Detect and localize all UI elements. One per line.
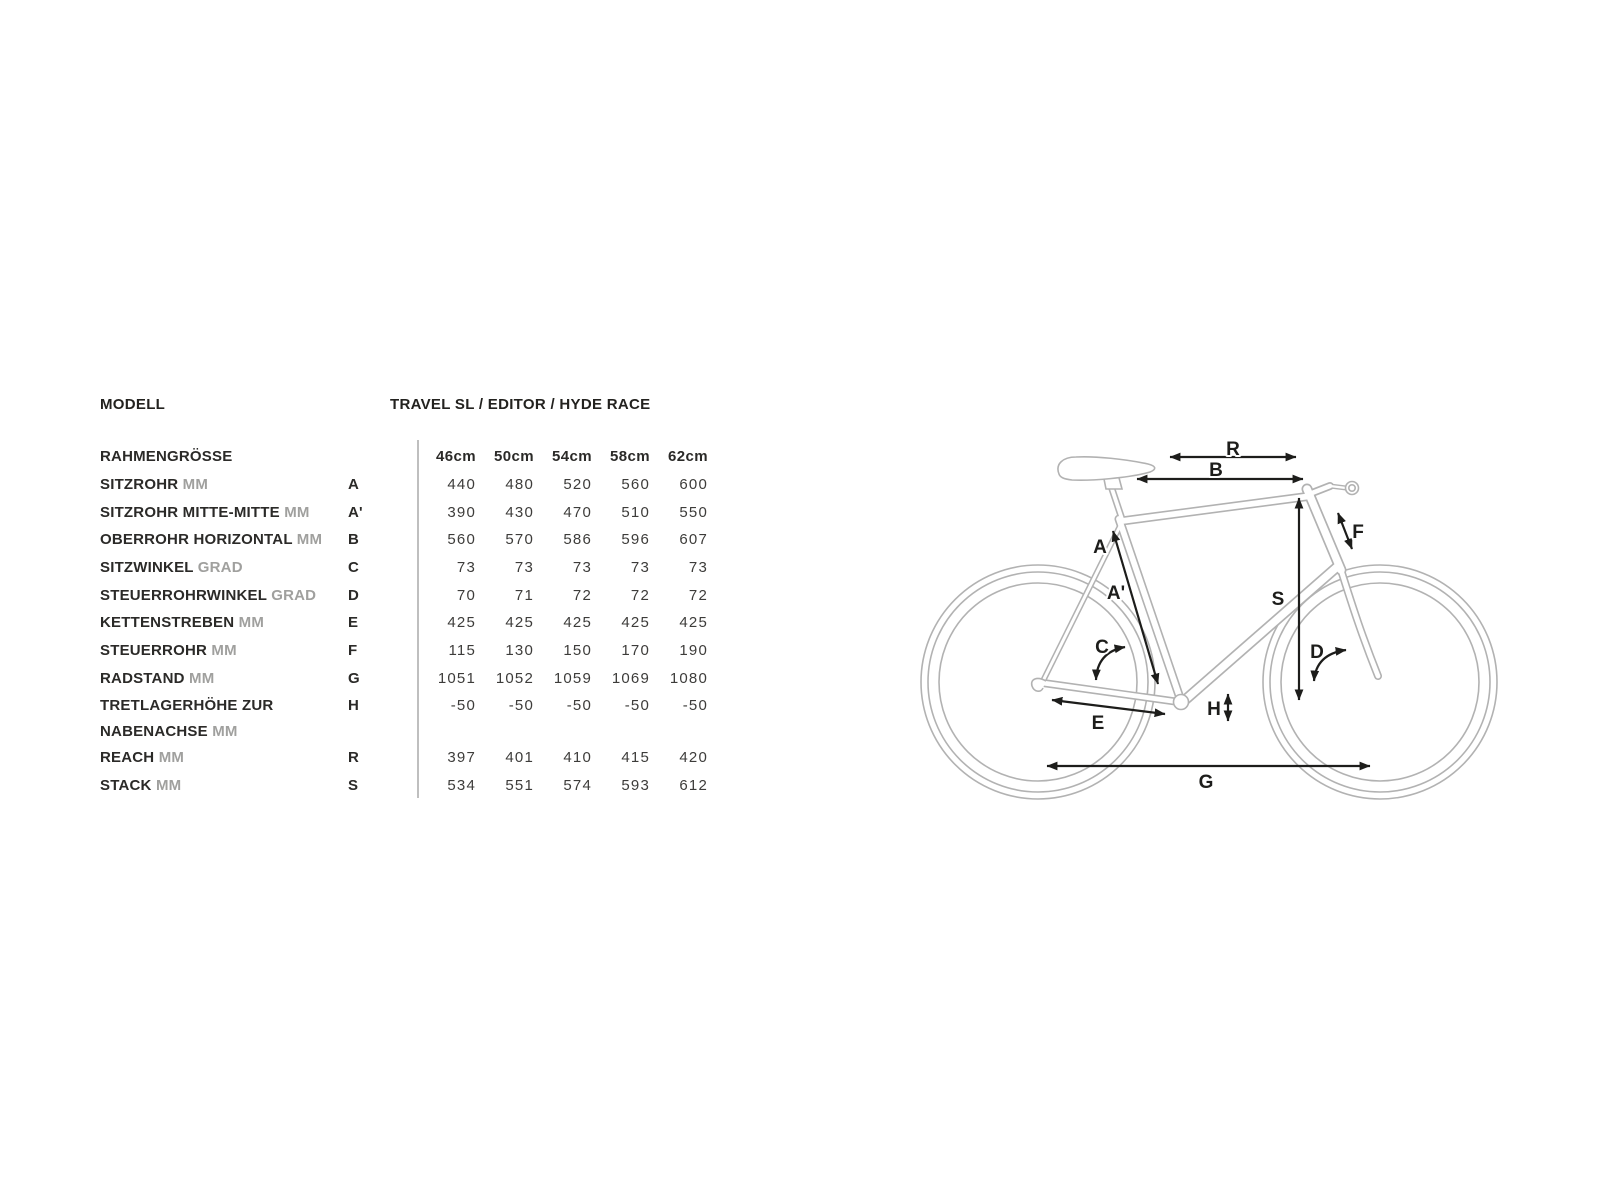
cell-value: 71 xyxy=(514,587,534,604)
row-label: SITZROHR MITTE-MITTE xyxy=(100,504,280,521)
row-letter: A' xyxy=(348,504,363,521)
cell-value: -50 xyxy=(682,697,708,714)
row-label: REACH xyxy=(100,749,155,766)
cell-value: -50 xyxy=(450,697,476,714)
cell-value: 596 xyxy=(621,531,650,548)
cell-value: 593 xyxy=(621,777,650,794)
cell-value: 570 xyxy=(505,531,534,548)
cell-value: 425 xyxy=(447,614,476,631)
cell-value: 440 xyxy=(447,476,476,493)
cell-value: 130 xyxy=(505,642,534,659)
cell-value: 1052 xyxy=(495,670,534,687)
row-unit: MM xyxy=(189,670,215,687)
cell-value: 72 xyxy=(572,587,592,604)
cell-value: 73 xyxy=(688,559,708,576)
cell-value: 470 xyxy=(563,504,592,521)
label-H: H xyxy=(1207,699,1221,720)
rear-dropout xyxy=(1032,679,1046,692)
cell-value: 390 xyxy=(447,504,476,521)
row-unit: MM xyxy=(158,749,185,766)
cell-value: -50 xyxy=(624,697,650,714)
model-name: TRAVEL SL / EDITOR / HYDE RACE xyxy=(390,396,651,413)
label-G: G xyxy=(1198,772,1214,793)
cell-value: 70 xyxy=(456,587,476,604)
size-header: 46cm xyxy=(436,448,476,465)
cell-value: 1080 xyxy=(669,670,708,687)
table-row xyxy=(100,666,712,692)
cell-value: 612 xyxy=(679,777,708,794)
cell-value: 410 xyxy=(563,749,592,766)
cell-value: 73 xyxy=(456,559,476,576)
table-row xyxy=(100,555,712,581)
row-label: STEUERROHR xyxy=(100,642,208,659)
cell-value: 415 xyxy=(621,749,650,766)
cell-value: 551 xyxy=(505,777,534,794)
size-header: 50cm xyxy=(494,448,534,465)
row-unit: MM xyxy=(296,531,323,548)
table-header-row xyxy=(100,444,712,470)
cell-value: 397 xyxy=(447,749,476,766)
cell-value: 420 xyxy=(679,749,708,766)
label-R: R xyxy=(1226,439,1240,460)
row-letter: G xyxy=(348,670,360,687)
cell-value: -50 xyxy=(566,697,592,714)
row-label: SITZROHR xyxy=(100,476,179,493)
cell-value: 425 xyxy=(563,614,592,631)
size-header: 54cm xyxy=(552,448,592,465)
cell-value: 73 xyxy=(514,559,534,576)
cell-value: 115 xyxy=(448,642,476,659)
cell-value: 72 xyxy=(630,587,650,604)
row-letter: S xyxy=(348,777,359,794)
table-row xyxy=(100,583,712,609)
cell-value: 72 xyxy=(688,587,708,604)
row-letter: F xyxy=(348,642,358,659)
row-letter: B xyxy=(348,531,360,548)
cell-value: 425 xyxy=(679,614,708,631)
table-row xyxy=(100,610,712,636)
row-letter: D xyxy=(348,587,360,604)
cell-value: 550 xyxy=(679,504,708,521)
label-A-prime: A' xyxy=(1106,583,1126,604)
label-B: B xyxy=(1209,460,1223,481)
cell-value: 73 xyxy=(572,559,592,576)
row-letter: R xyxy=(348,749,360,766)
row-unit: GRAD xyxy=(197,559,243,576)
table-row xyxy=(100,527,712,553)
row-label: SITZWINKEL xyxy=(100,559,194,576)
cell-value: 534 xyxy=(447,777,476,794)
cell-value: -50 xyxy=(508,697,534,714)
row-label: RAHMENGRÖSSE xyxy=(100,448,233,465)
row-letter: C xyxy=(348,559,360,576)
cell-value: 401 xyxy=(505,749,534,766)
table-row xyxy=(100,745,712,771)
cell-value: 560 xyxy=(447,531,476,548)
cell-value: 1059 xyxy=(553,670,592,687)
row-label: STACK xyxy=(100,777,152,794)
row-label: OBERROHR HORIZONTAL xyxy=(100,531,293,548)
cell-value: 425 xyxy=(621,614,650,631)
cell-value: 1069 xyxy=(611,670,650,687)
cell-value: 190 xyxy=(679,642,708,659)
cell-value: 586 xyxy=(563,531,592,548)
label-S: S xyxy=(1271,589,1285,610)
row-unit: MM xyxy=(182,476,209,493)
cell-value: 510 xyxy=(621,504,650,521)
bottom-bracket xyxy=(1174,695,1189,710)
table-row xyxy=(100,693,712,745)
frame-outline xyxy=(1043,483,1378,702)
model-column-heading: MODELL xyxy=(100,396,166,413)
table-row xyxy=(100,773,712,799)
table-row xyxy=(100,638,712,664)
label-E: E xyxy=(1091,713,1105,734)
cell-value: 430 xyxy=(505,504,534,521)
size-header: 62cm xyxy=(668,448,708,465)
row-unit: MM xyxy=(238,614,265,631)
cell-value: 1051 xyxy=(437,670,476,687)
cell-value: 170 xyxy=(621,642,650,659)
table-row xyxy=(100,500,712,526)
table-row xyxy=(100,472,712,498)
cell-value: 600 xyxy=(679,476,708,493)
row-letter: H xyxy=(348,697,360,714)
size-header: 58cm xyxy=(610,448,650,465)
cell-value: 574 xyxy=(563,777,592,794)
dim-E xyxy=(1052,700,1165,714)
row-letter: E xyxy=(348,614,359,631)
row-letter: A xyxy=(348,476,360,493)
bike-geometry-diagram xyxy=(890,415,1510,810)
cell-value: 560 xyxy=(621,476,650,493)
row-unit: GRAD xyxy=(271,587,317,604)
dim-F xyxy=(1338,513,1352,549)
cell-value: 73 xyxy=(630,559,650,576)
cell-value: 150 xyxy=(563,642,592,659)
row-unit: MM xyxy=(212,723,238,740)
row-label: TRETLAGERHÖHE ZUR NABENACHSE xyxy=(100,697,274,740)
label-F: F xyxy=(1352,522,1364,543)
row-label: STEUERROHRWINKEL xyxy=(100,587,267,604)
row-unit: MM xyxy=(211,642,237,659)
row-unit: MM xyxy=(284,504,310,521)
cell-value: 480 xyxy=(505,476,534,493)
cell-value: 425 xyxy=(505,614,534,631)
row-unit: MM xyxy=(155,777,182,794)
label-A: A xyxy=(1093,537,1107,558)
handlebar-grip-inner xyxy=(1349,485,1355,491)
cell-value: 607 xyxy=(679,531,708,548)
saddle xyxy=(1058,457,1155,480)
cell-value: 520 xyxy=(563,476,592,493)
label-C: C xyxy=(1095,637,1109,658)
row-label: KETTENSTREBEN xyxy=(100,614,235,631)
frame-fill xyxy=(1043,483,1378,702)
label-D: D xyxy=(1310,642,1324,663)
row-label: RADSTAND xyxy=(100,670,185,687)
